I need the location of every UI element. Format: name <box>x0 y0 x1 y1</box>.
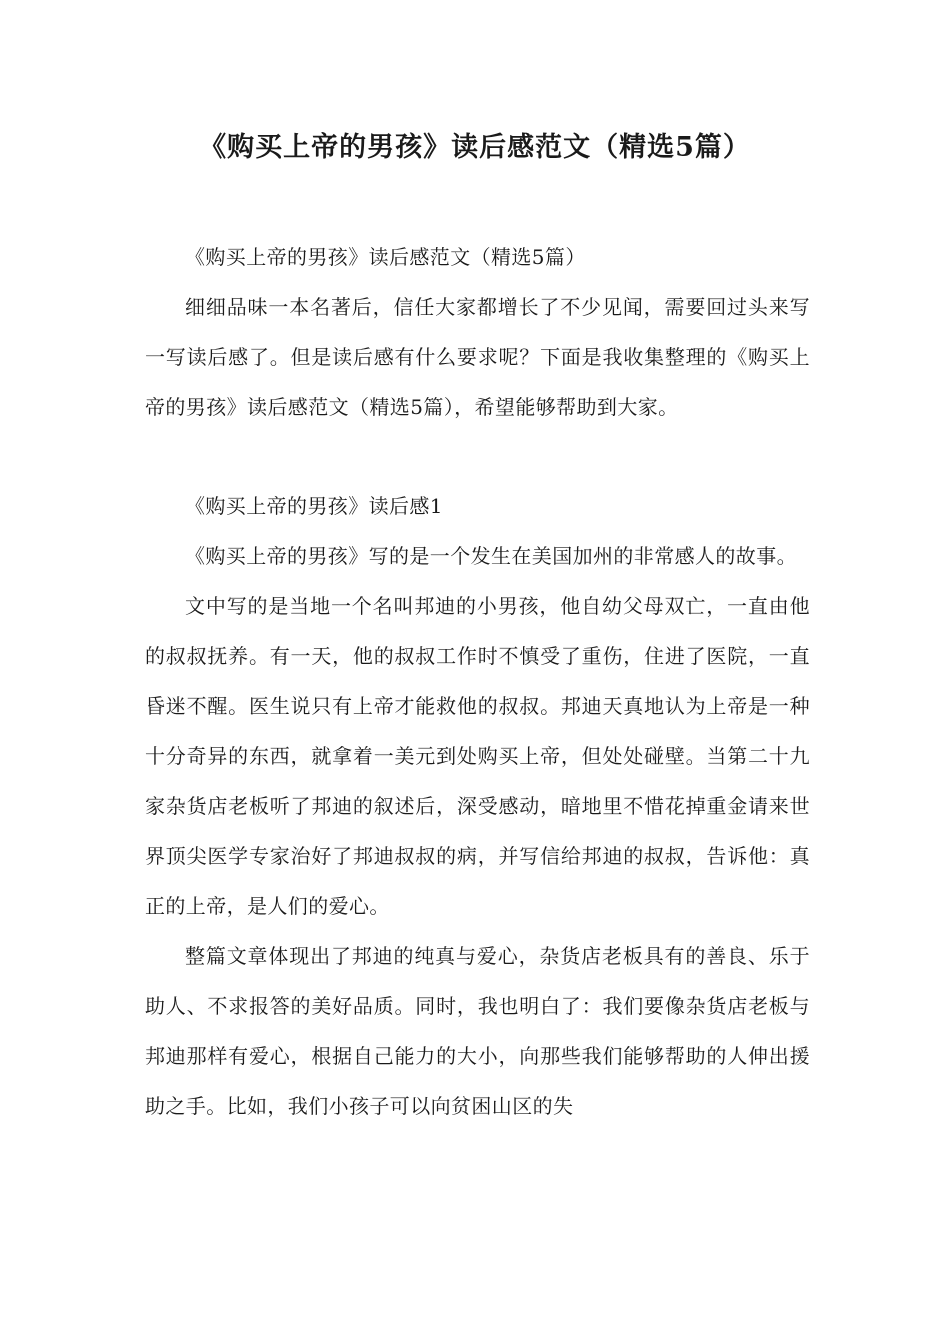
body-paragraph: 文中写的是当地一个名叫邦迪的小男孩，他自幼父母双亡，一直由他的叔叔抚养。有一天，他的叔叔工作时不慎受了重伤，住进了医院，一直昏迷不醒。医生说只有上帝才能救他的叔叔。邦迪天真地认为上帝是一种十分奇异的东西，就拿着一美元到处购买上帝，但处处碰壁。当第二十九家杂货店老板听了邦迪的叙述后，深受感动，暗地里不惜花掉重金请来世界顶尖医学专家治好了邦迪叔叔的病，并写信给邦迪的叔叔，告诉他：真正的上帝，是人们的爱心。 <box>145 594 810 918</box>
section-spacer <box>145 432 810 481</box>
subtitle-paragraph: 《购买上帝的男孩》读后感范文（精选5篇） <box>185 245 586 269</box>
intro-paragraph: 细细品味一本名著后，信任大家都增长了不少见闻，需要回过头来写一写读后感了。但是读后感有什么要求呢？下面是我收集整理的《购买上帝的男孩》读后感范文（精选5篇），希望能够帮助到大家。 <box>145 295 810 419</box>
section-heading: 《购买上帝的男孩》读后感1 <box>185 494 443 518</box>
document-title: 《购买上帝的男孩》读后感范文（精选5篇） <box>199 132 751 163</box>
document-body <box>145 232 810 1131</box>
body-paragraph: 整篇文章体现出了邦迪的纯真与爱心，杂货店老板具有的善良、乐于助人、不求报答的美好品质。同时，我也明白了：我们要像杂货店老板与邦迪那样有爱心，根据自己能力的大小，向那些我们能够帮助的人伸出援助之手。比如，我们小孩子可以向贫困山区的失 <box>145 944 810 1118</box>
body-paragraph: 《购买上帝的男孩》写的是一个发生在美国加州的非常感人的故事。 <box>185 544 797 568</box>
